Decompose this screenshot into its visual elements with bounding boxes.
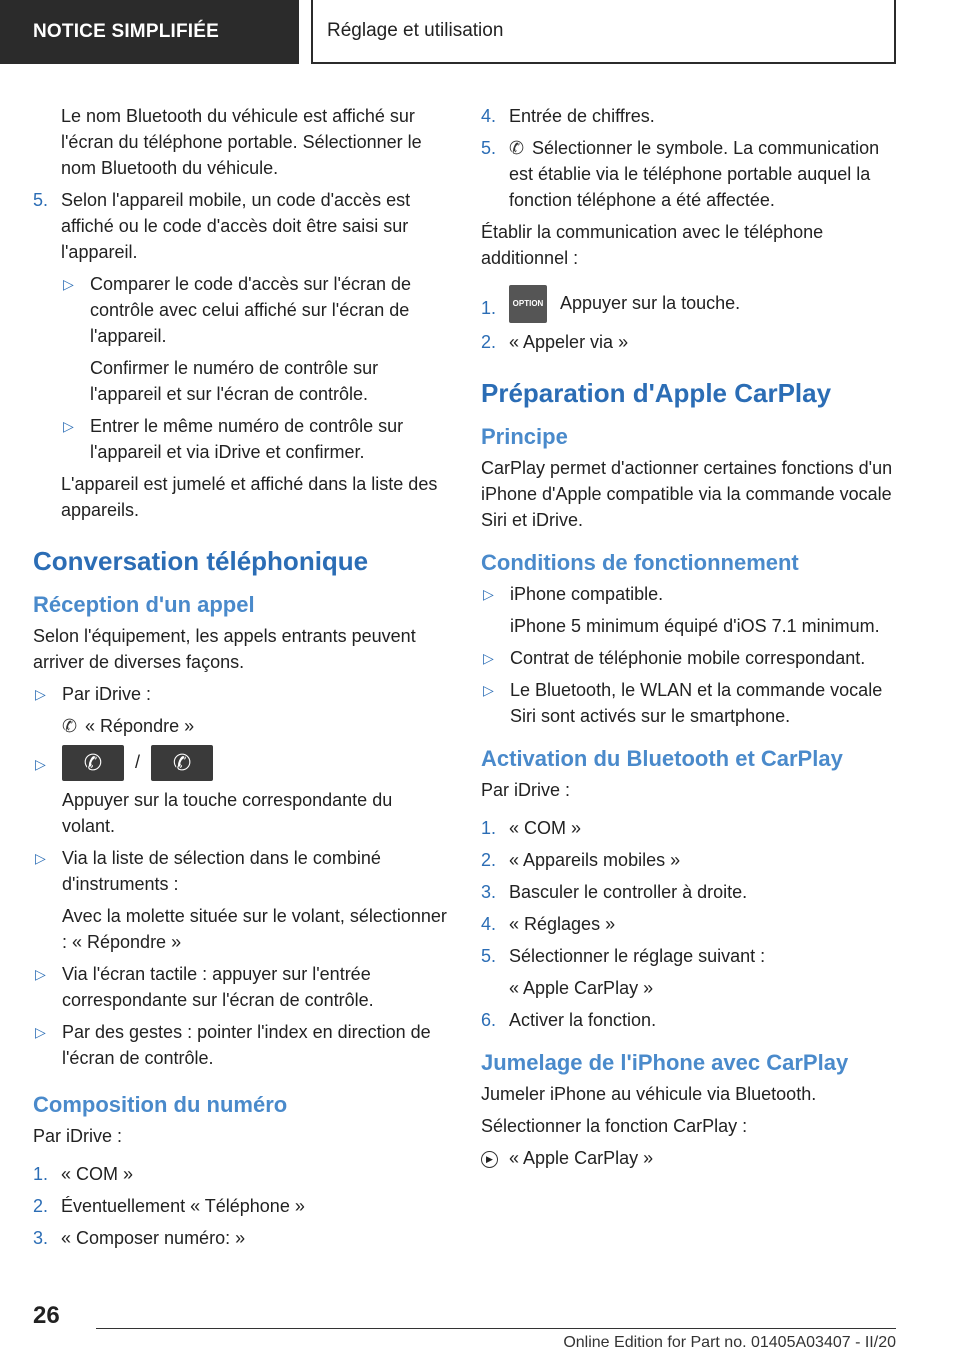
step-text: Sélectionner le réglage suivant : bbox=[509, 946, 766, 966]
right-column bbox=[481, 103, 896, 1177]
list-item bbox=[481, 103, 896, 129]
header-section: NOTICE SIMPLIFIÉE bbox=[0, 0, 299, 64]
step-text: Éventuellement « Téléphone » bbox=[61, 1196, 305, 1216]
triangle-bullet-icon: ▷ bbox=[35, 850, 46, 866]
option-button-icon: OPTION bbox=[509, 285, 547, 323]
list-item bbox=[33, 187, 448, 265]
bullet-text: iPhone compatible. bbox=[510, 584, 664, 604]
list-item bbox=[33, 1161, 448, 1187]
separator-text: / bbox=[135, 751, 141, 772]
step-text: Entrée de chiffres. bbox=[509, 106, 655, 126]
reception-intro: Selon l'équipement, les appels entrants peuvent arriver de diverses façons. bbox=[33, 626, 416, 672]
bullet-text: Par iDrive : bbox=[62, 684, 152, 704]
paired-text: L'appareil est jumelé et affiché dans la liste des appareils. bbox=[61, 474, 438, 520]
heading-conversation: Conversation téléphonique bbox=[33, 546, 369, 576]
step-text: « Réglages » bbox=[509, 914, 616, 934]
heading-conditions: Conditions de fonctionnement bbox=[481, 550, 799, 575]
step-number: 4. bbox=[481, 914, 497, 934]
step-text: « Appeler via » bbox=[509, 332, 629, 352]
bullet-item bbox=[33, 1019, 448, 1071]
phone-icon: ✆ bbox=[62, 716, 78, 736]
bullet-text: Entrer le même numéro de contrôle sur l'appareil et via iDrive et confirmer. bbox=[90, 416, 404, 462]
triangle-bullet-icon: ▷ bbox=[35, 686, 46, 702]
bullet-item bbox=[481, 581, 896, 639]
step-number: 2. bbox=[33, 1196, 49, 1216]
step-number: 3. bbox=[33, 1228, 49, 1248]
step-text: « COM » bbox=[61, 1164, 134, 1184]
list-item bbox=[481, 911, 896, 937]
composition-intro: Par iDrive : bbox=[33, 1126, 123, 1146]
bullet-subtext: iPhone 5 minimum équipé d'iOS 7.1 minimum. bbox=[510, 616, 880, 636]
triangle-bullet-icon: ▷ bbox=[483, 682, 494, 698]
list-item bbox=[481, 1007, 896, 1033]
list-item bbox=[481, 847, 896, 873]
phone-icon: ✆ bbox=[509, 138, 525, 158]
step-number: 5. bbox=[33, 190, 49, 210]
bullet-item bbox=[33, 271, 448, 407]
jumelage-text-1: Jumeler iPhone au véhicule via Bluetooth. bbox=[481, 1084, 817, 1104]
list-item bbox=[481, 943, 896, 1001]
bullet-text: Via la liste de sélection dans le combiné d'instruments : bbox=[62, 848, 381, 894]
accept-call-button-icon: ✆ bbox=[62, 745, 124, 781]
step-number: 2. bbox=[481, 332, 497, 352]
play-circle-icon: ▶ bbox=[481, 1151, 498, 1168]
bullet-item bbox=[33, 681, 448, 739]
list-item bbox=[33, 1193, 448, 1219]
heading-activation: Activation du Bluetooth et CarPlay bbox=[481, 746, 843, 771]
intro-text: Le nom Bluetooth du véhicule est affiché sur l'écran du téléphone portable. Sélectionner le nom Bluetooth du véhicule. bbox=[61, 106, 422, 178]
step-number: 1. bbox=[481, 818, 497, 838]
bullet-text: Par des gestes : pointer l'index en direction de l'écran de contrôle. bbox=[62, 1022, 431, 1068]
bullet-item bbox=[33, 745, 448, 839]
step-number: 6. bbox=[481, 1010, 497, 1030]
bullet-subtext: « Répondre » bbox=[85, 716, 195, 736]
triangle-bullet-icon: ▷ bbox=[483, 586, 494, 602]
step-text: Appuyer sur la touche. bbox=[560, 292, 741, 313]
list-item bbox=[481, 329, 896, 355]
bullet-subtext: Confirmer le numéro de contrôle sur l'appareil et sur l'écran de contrôle. bbox=[90, 358, 379, 404]
triangle-bullet-icon: ▷ bbox=[483, 650, 494, 666]
left-column bbox=[33, 103, 448, 1257]
step-text: « Composer numéro: » bbox=[61, 1228, 246, 1248]
bullet-subtext: Appuyer sur la touche correspondante du volant. bbox=[62, 790, 393, 836]
reject-call-button-icon: ✆ bbox=[151, 745, 213, 781]
triangle-bullet-icon: ▷ bbox=[35, 966, 46, 982]
page-number: 26 bbox=[33, 1302, 60, 1329]
bullet-subtext: Avec la molette située sur le volant, sélectionner : « Répondre » bbox=[62, 906, 447, 952]
list-item bbox=[481, 815, 896, 841]
bullet-text: Via l'écran tactile : appuyer sur l'entrée correspondante sur l'écran de contrôle. bbox=[62, 964, 374, 1010]
step-number: 1. bbox=[481, 298, 497, 318]
step-text: Selon l'appareil mobile, un code d'accès est affiché ou le code d'accès doit être saisi sur l'appareil. bbox=[61, 190, 411, 262]
heading-jumelage: Jumelage de l'iPhone avec CarPlay bbox=[481, 1050, 849, 1075]
list-item bbox=[481, 879, 896, 905]
triangle-bullet-icon: ▷ bbox=[35, 1024, 46, 1040]
step-number: 5. bbox=[481, 946, 497, 966]
jumelage-text-3: « Apple CarPlay » bbox=[509, 1148, 654, 1168]
bullet-item bbox=[481, 645, 896, 671]
step-number: 3. bbox=[481, 882, 497, 902]
step-text: Sélectionner le symbole. La communication est établie via le téléphone portable auquel la fonction téléphone a été affectée. bbox=[509, 138, 880, 210]
triangle-bullet-icon: ▷ bbox=[35, 756, 46, 772]
principe-text: CarPlay permet d'actionner certaines fonctions d'un iPhone d'Apple compatible via la commande vocale Siri et iDrive. bbox=[481, 458, 893, 530]
heading-reception: Réception d'un appel bbox=[33, 592, 255, 617]
list-item bbox=[33, 1225, 448, 1251]
step-text: Basculer le controller à droite. bbox=[509, 882, 748, 902]
step-text: Activer la fonction. bbox=[509, 1010, 657, 1030]
heading-principe: Principe bbox=[481, 424, 568, 449]
triangle-bullet-icon: ▷ bbox=[63, 276, 74, 292]
jumelage-text-2: Sélectionner la fonction CarPlay : bbox=[481, 1116, 748, 1136]
step-number: 1. bbox=[33, 1164, 49, 1184]
bullet-item bbox=[33, 413, 448, 465]
bullet-item bbox=[33, 961, 448, 1013]
header-title: Réglage et utilisation bbox=[311, 0, 896, 64]
bullet-item bbox=[33, 845, 448, 955]
step-number: 2. bbox=[481, 850, 497, 870]
step-subtext: « Apple CarPlay » bbox=[509, 978, 654, 998]
step-number: 4. bbox=[481, 106, 497, 126]
heading-carplay: Préparation d'Apple CarPlay bbox=[481, 378, 832, 408]
footer-edition: Online Edition for Part no. 01405A03407 - II/20 bbox=[563, 1334, 896, 1351]
additional-phone-text: Établir la communication avec le téléphone additionnel : bbox=[481, 222, 824, 268]
bullet-text: Contrat de téléphonie mobile correspondant. bbox=[510, 648, 866, 668]
footer-divider bbox=[96, 1328, 896, 1329]
step-number: 5. bbox=[481, 138, 497, 158]
step-text: « Appareils mobiles » bbox=[509, 850, 681, 870]
bullet-item bbox=[481, 677, 896, 729]
bullet-text: Le Bluetooth, le WLAN et la commande vocale Siri sont activés sur le smartphone. bbox=[510, 680, 883, 726]
step-text: « COM » bbox=[509, 818, 582, 838]
bullet-text: Comparer le code d'accès sur l'écran de contrôle avec celui affiché sur l'écran de l'appareil. bbox=[90, 274, 412, 346]
triangle-bullet-icon: ▷ bbox=[63, 418, 74, 434]
heading-composition: Composition du numéro bbox=[33, 1092, 288, 1117]
activation-intro: Par iDrive : bbox=[481, 780, 571, 800]
list-item bbox=[481, 135, 896, 213]
list-item bbox=[481, 285, 896, 323]
